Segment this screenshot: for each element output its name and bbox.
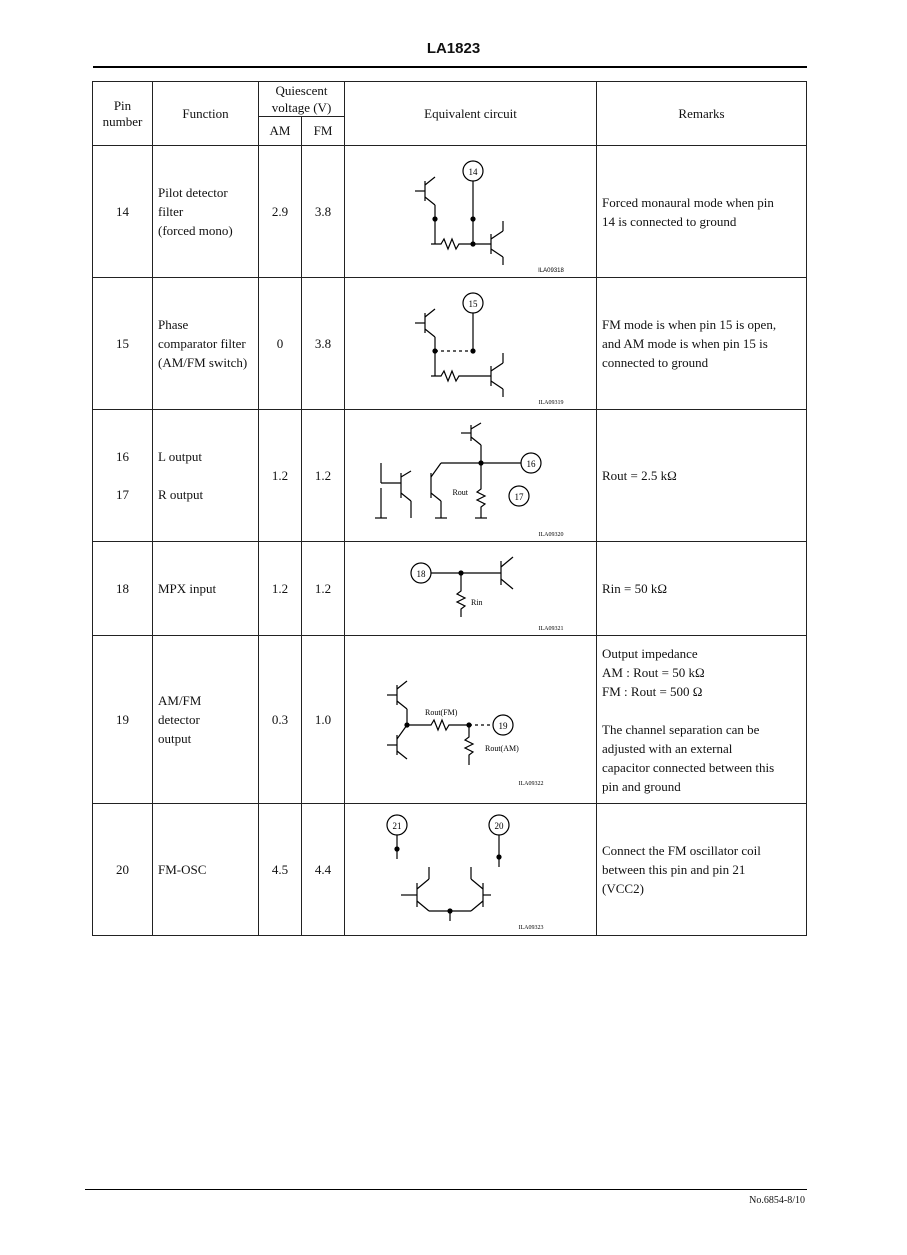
pin-function-table [92,81,807,936]
fm-voltage: 4.4 [302,804,345,936]
am-voltage: 0 [259,278,302,410]
equivalent-circuit [345,146,597,278]
svg-text:Rout(FM): Rout(FM) [424,707,457,717]
header-pin-number: Pin number [93,82,153,146]
fm-voltage: 1.2 [302,542,345,636]
am-voltage: 1.2 [259,410,302,542]
function-cell: Phase comparator filter (AM/FM switch) [153,278,259,410]
pin-number: 19 [93,636,153,804]
remarks-cell: Rout = 2.5 kΩ [597,410,807,542]
function-cell: MPX input [153,542,259,636]
table-row [93,804,807,936]
remarks-cell: Output impedance AM : Rout = 50 kΩ FM : Rout = 500 Ω The channel separation can be adjusted with an external capacitor connected between this pin and ground [597,636,807,804]
function-cell: Pilot detector filter (forced mono) [153,146,259,278]
equivalent-circuit [345,636,597,804]
header-fm: FM [302,117,345,146]
svg-text:ILA09320: ILA09320 [538,532,564,538]
am-voltage: 1.2 [259,542,302,636]
fm-voltage: 3.8 [302,278,345,410]
top-rule [93,66,807,68]
table-row [93,542,807,636]
svg-text:ILA09321: ILA09321 [538,625,564,632]
bottom-rule [85,1189,807,1190]
pin-number: 15 [93,278,153,410]
fm-voltage: 1.0 [302,636,345,804]
header-quiescent-voltage: Quiescent voltage (V) [259,82,345,117]
fm-voltage: 3.8 [302,146,345,278]
am-voltage: 2.9 [259,146,302,278]
am-voltage: 0.3 [259,636,302,804]
svg-text:ILA09323: ILA09323 [518,925,544,931]
svg-text:19: 19 [498,720,508,731]
circuit-diagram-20 [351,807,591,932]
equivalent-circuit [345,542,597,636]
table-row [93,146,807,278]
svg-text:14: 14 [468,167,478,177]
page-title: LA1823 [426,40,481,57]
svg-text:20: 20 [494,821,504,831]
pin-number: 18 [93,542,153,636]
table-row [93,278,807,410]
circuit-diagram-14 [351,149,591,274]
table-row [93,410,807,542]
svg-text:15: 15 [468,299,478,309]
fm-voltage: 1.2 [302,410,345,542]
svg-text:18: 18 [416,568,426,579]
function-cell: L output R output [153,410,259,542]
remarks-cell: FM mode is when pin 15 is open, and AM mode is when pin 15 is connected to ground [597,278,807,410]
svg-text:21: 21 [392,821,402,831]
pin-number: 14 [93,146,153,278]
am-voltage: 4.5 [259,804,302,936]
function-cell: AM/FM detector output [153,636,259,804]
function-cell: FM-OSC [153,804,259,936]
svg-text:Rin: Rin [470,597,483,607]
circuit-diagram-19 [351,645,591,795]
pin-number: 16 17 [93,410,153,542]
remarks-cell: Forced monaural mode when pin 14 is connected to ground [597,146,807,278]
svg-text:ILA09318: ILA09318 [537,268,564,274]
equivalent-circuit [345,804,597,936]
pin-number: 20 [93,804,153,936]
page-footer: No.6854-8/10 [749,1195,805,1206]
circuit-diagram-16-17 [351,413,591,538]
table-row [93,636,807,804]
remarks-cell: Rin = 50 kΩ [597,542,807,636]
svg-text:17: 17 [514,492,524,502]
remarks-cell: Connect the FM oscillator coil between this pin and pin 21 (VCC2) [597,804,807,936]
svg-text:Rout: Rout [451,488,468,497]
header-am: AM [259,117,302,146]
circuit-diagram-15 [351,281,591,406]
svg-text:ILA09322: ILA09322 [518,780,544,787]
header-equivalent-circuit: Equivalent circuit [345,82,597,146]
equivalent-circuit [345,278,597,410]
svg-text:ILA09319: ILA09319 [538,400,564,406]
svg-text:16: 16 [526,459,536,469]
svg-text:Rout(AM): Rout(AM) [484,743,519,753]
header-remarks: Remarks [597,82,807,146]
header-function: Function [153,82,259,146]
equivalent-circuit [345,410,597,542]
circuit-diagram-18 [351,545,591,633]
